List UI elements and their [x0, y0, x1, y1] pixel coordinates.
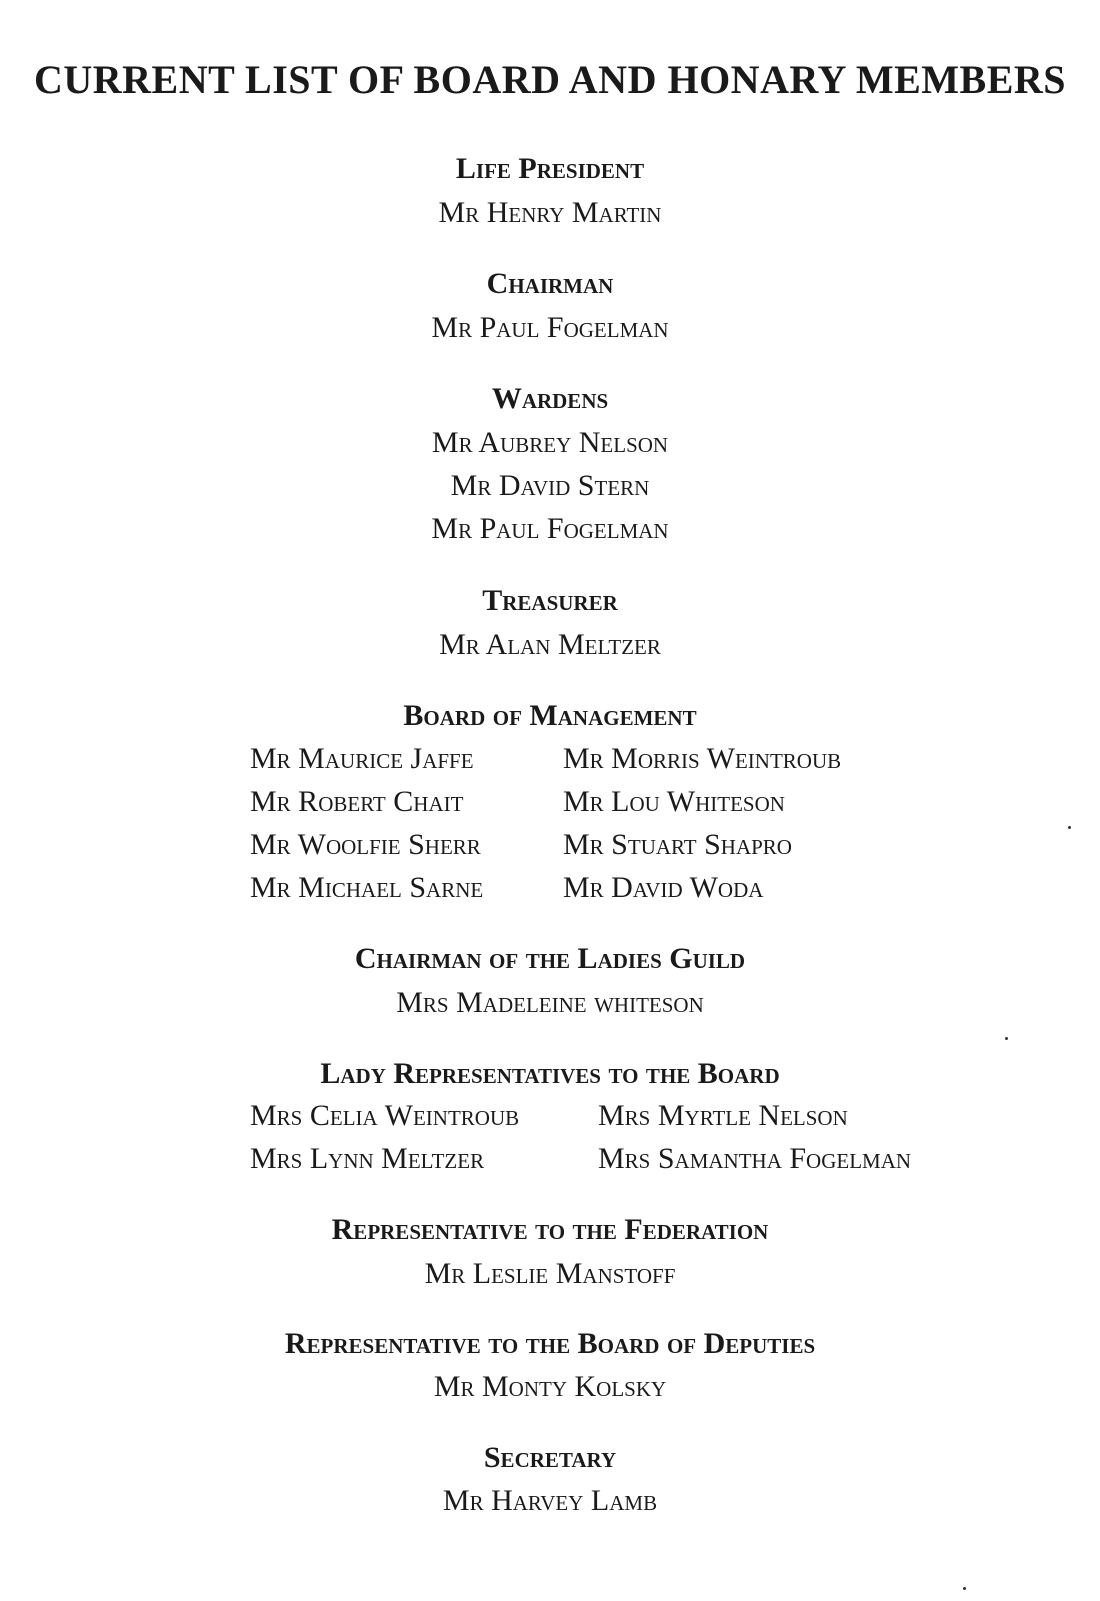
board-member-left-4: Mr Michael Sarne — [250, 871, 484, 904]
scan-speck — [1005, 1037, 1008, 1040]
heading-chairman: Chairman — [486, 267, 614, 300]
scan-speck — [963, 1587, 966, 1590]
heading-secretary: Secretary — [483, 1441, 617, 1474]
name-life-president: Mr Henry Martin — [438, 196, 662, 229]
heading-life-president: Life President — [455, 152, 645, 185]
heading-federation-rep: Representative to the Federation — [331, 1213, 769, 1246]
board-member-left-2: Mr Robert Chait — [250, 785, 464, 818]
board-member-right-4: Mr David Woda — [563, 871, 764, 904]
board-member-left-3: Mr Woolfie Sherr — [250, 828, 481, 861]
scan-speck — [1068, 826, 1071, 829]
name-ladies-guild-chair: Mrs Madeleine whiteson — [396, 986, 704, 1019]
name-deputies-rep: Mr Monty Kolsky — [433, 1370, 667, 1403]
name-chairman: Mr Paul Fogelman — [431, 311, 669, 344]
lady-rep-right-1: Mrs Myrtle Nelson — [598, 1099, 848, 1132]
board-member-right-1: Mr Morris Weintroub — [563, 742, 842, 775]
name-warden-1: Mr Aubrey Nelson — [431, 426, 669, 459]
lady-rep-left-1: Mrs Celia Weintroub — [250, 1099, 520, 1132]
name-treasurer: Mr Alan Meltzer — [439, 628, 661, 661]
heading-deputies-rep: Representative to the Board of Deputies — [284, 1327, 816, 1360]
board-member-right-3: Mr Stuart Shapro — [563, 828, 792, 861]
board-member-left-1: Mr Maurice Jaffe — [250, 742, 474, 775]
lady-rep-right-2: Mrs Samantha Fogelman — [598, 1142, 912, 1175]
heading-lady-representatives: Lady Representatives to the Board — [320, 1057, 780, 1090]
name-warden-3: Mr Paul Fogelman — [431, 512, 669, 545]
page-title: CURRENT LIST OF BOARD AND HONARY MEMBERS — [33, 57, 1067, 102]
name-federation-rep: Mr Leslie Manstoff — [424, 1257, 676, 1290]
heading-wardens: Wardens — [491, 382, 609, 415]
lady-rep-left-2: Mrs Lynn Meltzer — [250, 1142, 485, 1175]
heading-ladies-guild: Chairman of the Ladies Guild — [354, 942, 746, 975]
heading-board-of-management: Board of Management — [403, 699, 697, 732]
name-warden-2: Mr David Stern — [450, 469, 650, 502]
board-member-right-2: Mr Lou Whiteson — [563, 785, 785, 818]
name-secretary: Mr Harvey Lamb — [442, 1484, 658, 1517]
heading-treasurer: Treasurer — [482, 584, 618, 617]
